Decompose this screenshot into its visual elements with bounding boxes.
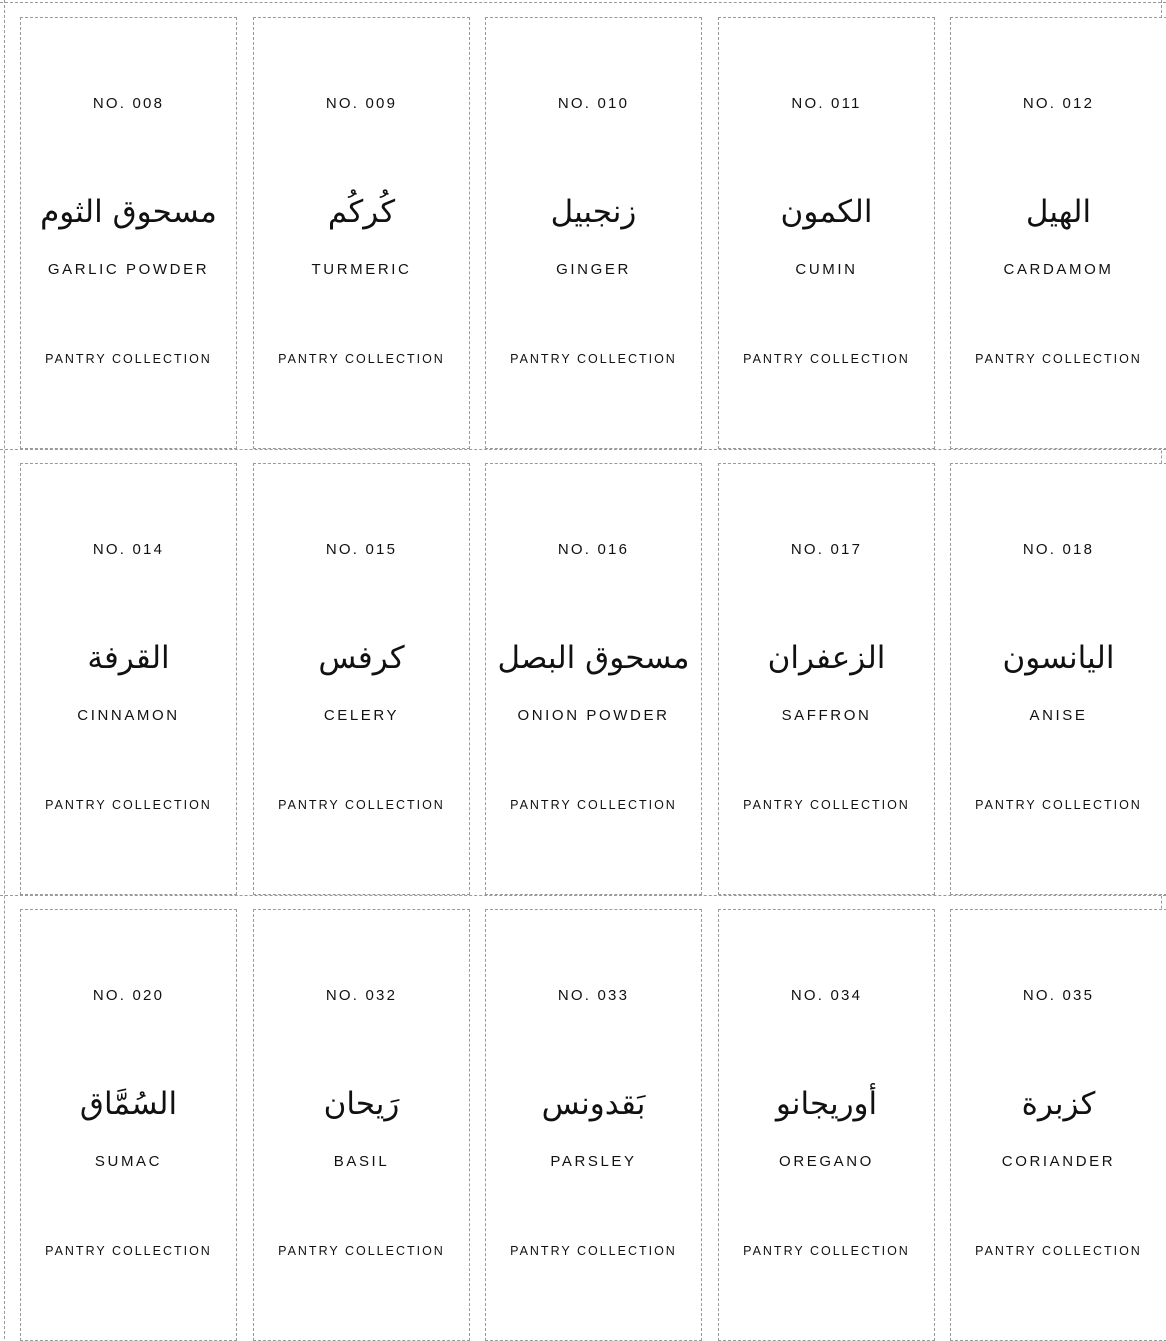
cut-guide-horizontal <box>0 449 1166 450</box>
spice-label <box>950 17 1166 449</box>
label-collection-name: PANTRY COLLECTION <box>45 352 212 366</box>
cut-guide-horizontal <box>0 2 1166 3</box>
label-english-name: CORIANDER <box>1001 1153 1116 1170</box>
label-english-name: ONION POWDER <box>517 707 670 724</box>
label-collection-name: PANTRY COLLECTION <box>45 1244 212 1258</box>
label-arabic-name: الكمون <box>780 194 873 230</box>
label-collection-name: PANTRY COLLECTION <box>743 798 910 812</box>
label-arabic-name: بَقدونس <box>541 1086 646 1122</box>
label-number: NO. 010 <box>557 95 630 112</box>
spice-label <box>253 909 470 1341</box>
label-english-name: GINGER <box>556 261 631 278</box>
label-english-name: CARDAMOM <box>1003 261 1114 278</box>
label-number: NO. 018 <box>1022 541 1095 558</box>
spice-label <box>950 463 1166 895</box>
label-arabic-name: الزعفران <box>767 640 886 676</box>
label-arabic-name: رَيحان <box>323 1086 400 1122</box>
label-english-name: BASIL <box>333 1153 390 1170</box>
label-number: NO. 015 <box>325 541 398 558</box>
label-collection-name: PANTRY COLLECTION <box>510 1244 677 1258</box>
label-english-name: OREGANO <box>779 1153 874 1170</box>
spice-label <box>20 909 237 1341</box>
cut-guide-vertical <box>4 0 5 1339</box>
label-number: NO. 034 <box>790 987 863 1004</box>
label-collection-name: PANTRY COLLECTION <box>278 1244 445 1258</box>
label-number: NO. 035 <box>1022 987 1095 1004</box>
label-arabic-name: مسحوق البصل <box>497 640 690 676</box>
label-collection-name: PANTRY COLLECTION <box>743 1244 910 1258</box>
label-collection-name: PANTRY COLLECTION <box>278 352 445 366</box>
label-number: NO. 032 <box>325 987 398 1004</box>
label-number: NO. 012 <box>1022 95 1095 112</box>
label-english-name: CINNAMON <box>77 707 180 724</box>
label-english-name: CUMIN <box>795 261 858 278</box>
label-arabic-name: القرفة <box>87 640 170 676</box>
label-number: NO. 017 <box>790 541 863 558</box>
label-english-name: ANISE <box>1029 707 1088 724</box>
label-collection-name: PANTRY COLLECTION <box>278 798 445 812</box>
label-english-name: PARSLEY <box>550 1153 637 1170</box>
spice-label <box>20 463 237 895</box>
label-number: NO. 009 <box>325 95 398 112</box>
label-english-name: SAFFRON <box>781 707 872 724</box>
label-english-name: TURMERIC <box>311 261 412 278</box>
label-arabic-name: كزبرة <box>1021 1086 1096 1122</box>
label-arabic-name: كُركُم <box>327 194 396 230</box>
label-number: NO. 014 <box>92 541 165 558</box>
spice-label <box>950 909 1166 1341</box>
spice-label <box>253 463 470 895</box>
spice-label <box>718 463 935 895</box>
spice-label <box>718 909 935 1341</box>
label-collection-name: PANTRY COLLECTION <box>510 352 677 366</box>
label-number: NO. 033 <box>557 987 630 1004</box>
label-arabic-name: مسحوق الثوم <box>40 194 217 230</box>
cut-guide-horizontal <box>0 895 1166 896</box>
label-collection-name: PANTRY COLLECTION <box>45 798 212 812</box>
label-collection-name: PANTRY COLLECTION <box>743 352 910 366</box>
label-arabic-name: زنجبيل <box>550 194 637 230</box>
label-number: NO. 011 <box>791 95 862 112</box>
label-number: NO. 020 <box>92 987 165 1004</box>
label-number: NO. 016 <box>557 541 630 558</box>
label-arabic-name: كرفس <box>318 640 405 676</box>
label-english-name: CELERY <box>323 707 400 724</box>
spice-label <box>485 909 702 1341</box>
label-arabic-name: اليانسون <box>1002 640 1115 676</box>
spice-label <box>485 463 702 895</box>
label-arabic-name: الهيل <box>1025 194 1092 230</box>
label-arabic-name: السُمَّاق <box>79 1086 178 1122</box>
spice-label <box>20 17 237 449</box>
label-english-name: SUMAC <box>94 1153 163 1170</box>
label-collection-name: PANTRY COLLECTION <box>975 352 1142 366</box>
label-collection-name: PANTRY COLLECTION <box>975 1244 1142 1258</box>
spice-label <box>253 17 470 449</box>
label-arabic-name: أوريجانو <box>775 1086 878 1122</box>
spice-label <box>485 17 702 449</box>
label-collection-name: PANTRY COLLECTION <box>975 798 1142 812</box>
label-english-name: GARLIC POWDER <box>47 261 210 278</box>
spice-label <box>718 17 935 449</box>
label-collection-name: PANTRY COLLECTION <box>510 798 677 812</box>
label-number: NO. 008 <box>92 95 165 112</box>
